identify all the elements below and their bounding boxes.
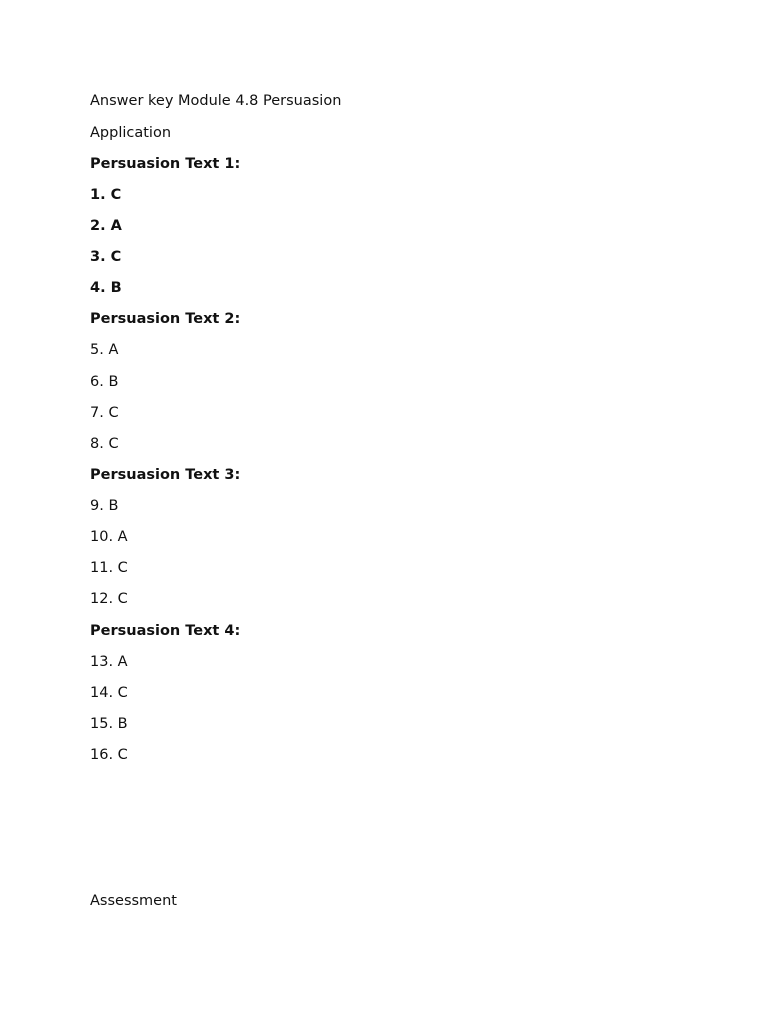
answer-item: 6. B bbox=[90, 374, 119, 390]
answer-item: 16. C bbox=[90, 747, 128, 763]
answer-item: 14. C bbox=[90, 685, 128, 701]
group-heading: Persuasion Text 1: bbox=[90, 156, 241, 172]
answer-item: 13. A bbox=[90, 654, 128, 670]
group-heading: Persuasion Text 4: bbox=[90, 623, 241, 639]
section-heading-application: Application bbox=[90, 125, 172, 141]
group-heading: Persuasion Text 3: bbox=[90, 467, 241, 483]
answer-item: 11. C bbox=[90, 560, 128, 576]
answer-item: 4. B bbox=[90, 280, 122, 296]
answer-item: 8. C bbox=[90, 436, 119, 452]
answer-item: 9. B bbox=[90, 498, 119, 514]
answer-item: 1. C bbox=[90, 187, 122, 203]
answer-item: 15. B bbox=[90, 716, 128, 732]
answer-item: 10. A bbox=[90, 529, 128, 545]
answer-item: 2. A bbox=[90, 218, 122, 234]
document-title: Answer key Module 4.8 Persuasion bbox=[90, 93, 342, 109]
answer-item: 5. A bbox=[90, 342, 119, 358]
group-heading: Persuasion Text 2: bbox=[90, 311, 241, 327]
answer-item: 7. C bbox=[90, 405, 119, 421]
answer-item: 3. C bbox=[90, 249, 122, 265]
section-heading-assessment: Assessment bbox=[90, 893, 177, 909]
answer-item: 12. C bbox=[90, 591, 128, 607]
